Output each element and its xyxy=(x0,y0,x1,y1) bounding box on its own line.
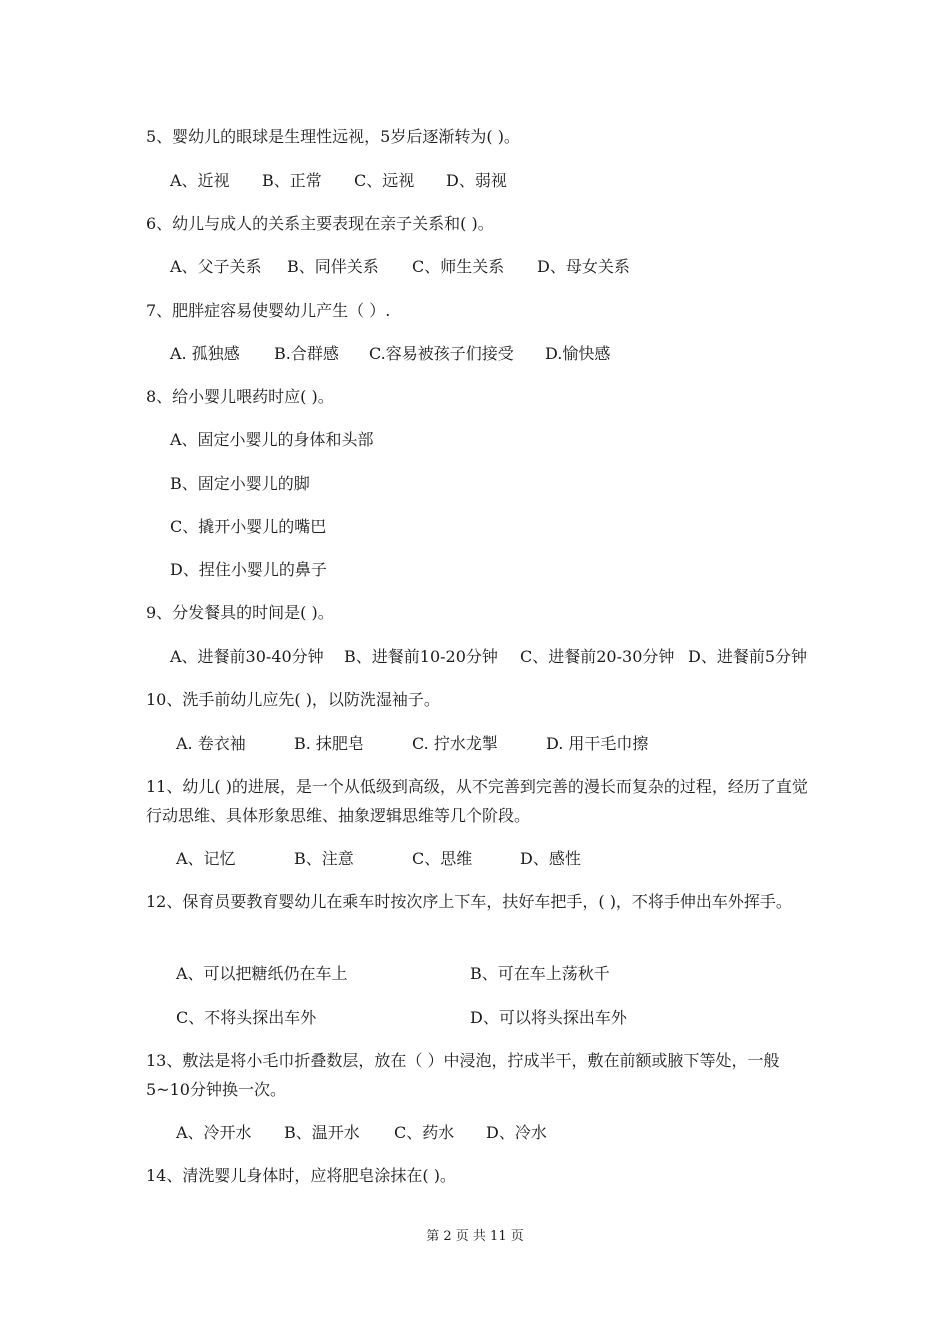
question-7: 7、肥胖症容易使婴幼儿产生（ ）. xyxy=(146,301,391,320)
question-9-options xyxy=(170,646,840,668)
option-c: C.容易被孩子们接受 xyxy=(369,344,514,363)
question-8-option-a: A、固定小婴儿的身体和头部 xyxy=(170,430,374,449)
question-12: 12、保育员要教育婴幼儿在乘车时按次序上下车，扶好车把手，( )，不将手伸出车外挥手。 xyxy=(146,892,792,911)
option-a: A、父子关系 xyxy=(170,257,262,276)
question-6: 6、幼儿与成人的关系主要表现在亲子关系和( )。 xyxy=(146,214,494,233)
option-b: B.合群感 xyxy=(274,344,339,363)
option-c: C、不将头探出车外 xyxy=(176,1008,317,1027)
option-d: D.愉快感 xyxy=(545,344,611,363)
option-b: B、温开水 xyxy=(284,1123,360,1142)
question-11: 11、幼儿( )的进展，是一个从低级到高级，从不完善到完善的漫长而复杂的过程，经历了直觉行动思维、具体形象思维、抽象逻辑思维等几个阶段。 xyxy=(146,777,808,825)
option-d: D. 用干毛巾擦 xyxy=(546,734,649,753)
question-10: 10、洗手前幼儿应先( )，以防洗湿袖子。 xyxy=(146,690,440,709)
question-8-option-d: D、捏住小婴儿的鼻子 xyxy=(170,560,327,579)
option-c: C、思维 xyxy=(412,849,473,868)
question-12-options-row-2 xyxy=(176,1007,846,1029)
question-6-options xyxy=(170,256,840,278)
option-d: D、冷水 xyxy=(486,1123,547,1142)
option-c: C、进餐前20-30分钟 xyxy=(520,647,675,666)
option-b: B、正常 xyxy=(262,171,322,190)
option-a: A、可以把糖纸仍在车上 xyxy=(176,964,348,983)
question-13-options xyxy=(176,1122,846,1144)
question-11-options xyxy=(176,848,846,870)
option-d: D、母女关系 xyxy=(537,257,630,276)
option-c: C、远视 xyxy=(354,171,415,190)
question-12-options-row-1 xyxy=(176,963,846,985)
option-d: D、进餐前5分钟 xyxy=(688,647,808,666)
page-number-footer: 第 2 页 共 11 页 xyxy=(426,1229,524,1244)
option-d: D、弱视 xyxy=(446,171,507,190)
question-10-options xyxy=(176,733,846,755)
option-b: B、进餐前10-20分钟 xyxy=(344,647,498,666)
option-a: A、冷开水 xyxy=(176,1123,252,1142)
option-a: A、进餐前30-40分钟 xyxy=(170,647,324,666)
option-d: D、感性 xyxy=(520,849,581,868)
question-8-option-c: C、撬开小婴儿的嘴巴 xyxy=(170,517,327,536)
question-7-options xyxy=(170,343,840,365)
option-b: B. 抹肥皂 xyxy=(294,734,364,753)
question-8-option-b: B、固定小婴儿的脚 xyxy=(170,474,310,493)
option-c: C、师生关系 xyxy=(412,257,505,276)
question-5: 5、婴幼儿的眼球是生理性远视，5岁后逐渐转为( )。 xyxy=(146,127,520,146)
option-c: C、药水 xyxy=(394,1123,455,1142)
question-9: 9、分发餐具的时间是( )。 xyxy=(146,603,334,622)
question-14: 14、清洗婴儿身体时，应将肥皂涂抹在( )。 xyxy=(146,1166,456,1185)
question-8: 8、给小婴儿喂药时应( )。 xyxy=(146,387,334,406)
option-a: A、近视 xyxy=(170,171,230,190)
option-b: B、注意 xyxy=(294,849,354,868)
option-d: D、可以将头探出车外 xyxy=(470,1008,627,1027)
option-a: A、记忆 xyxy=(176,849,236,868)
option-b: B、可在车上荡秋千 xyxy=(470,964,610,983)
option-a: A. 孤独感 xyxy=(170,344,240,363)
question-5-options xyxy=(170,170,840,192)
option-b: B、同伴关系 xyxy=(287,257,379,276)
option-c: C. 拧水龙掣 xyxy=(412,734,498,753)
question-13: 13、敷法是将小毛巾折叠数层，放在（ ）中浸泡，拧成半干，敷在前额或腋下等处，一般5~10分钟换一次。 xyxy=(146,1051,780,1099)
option-a: A. 卷衣袖 xyxy=(176,734,246,753)
